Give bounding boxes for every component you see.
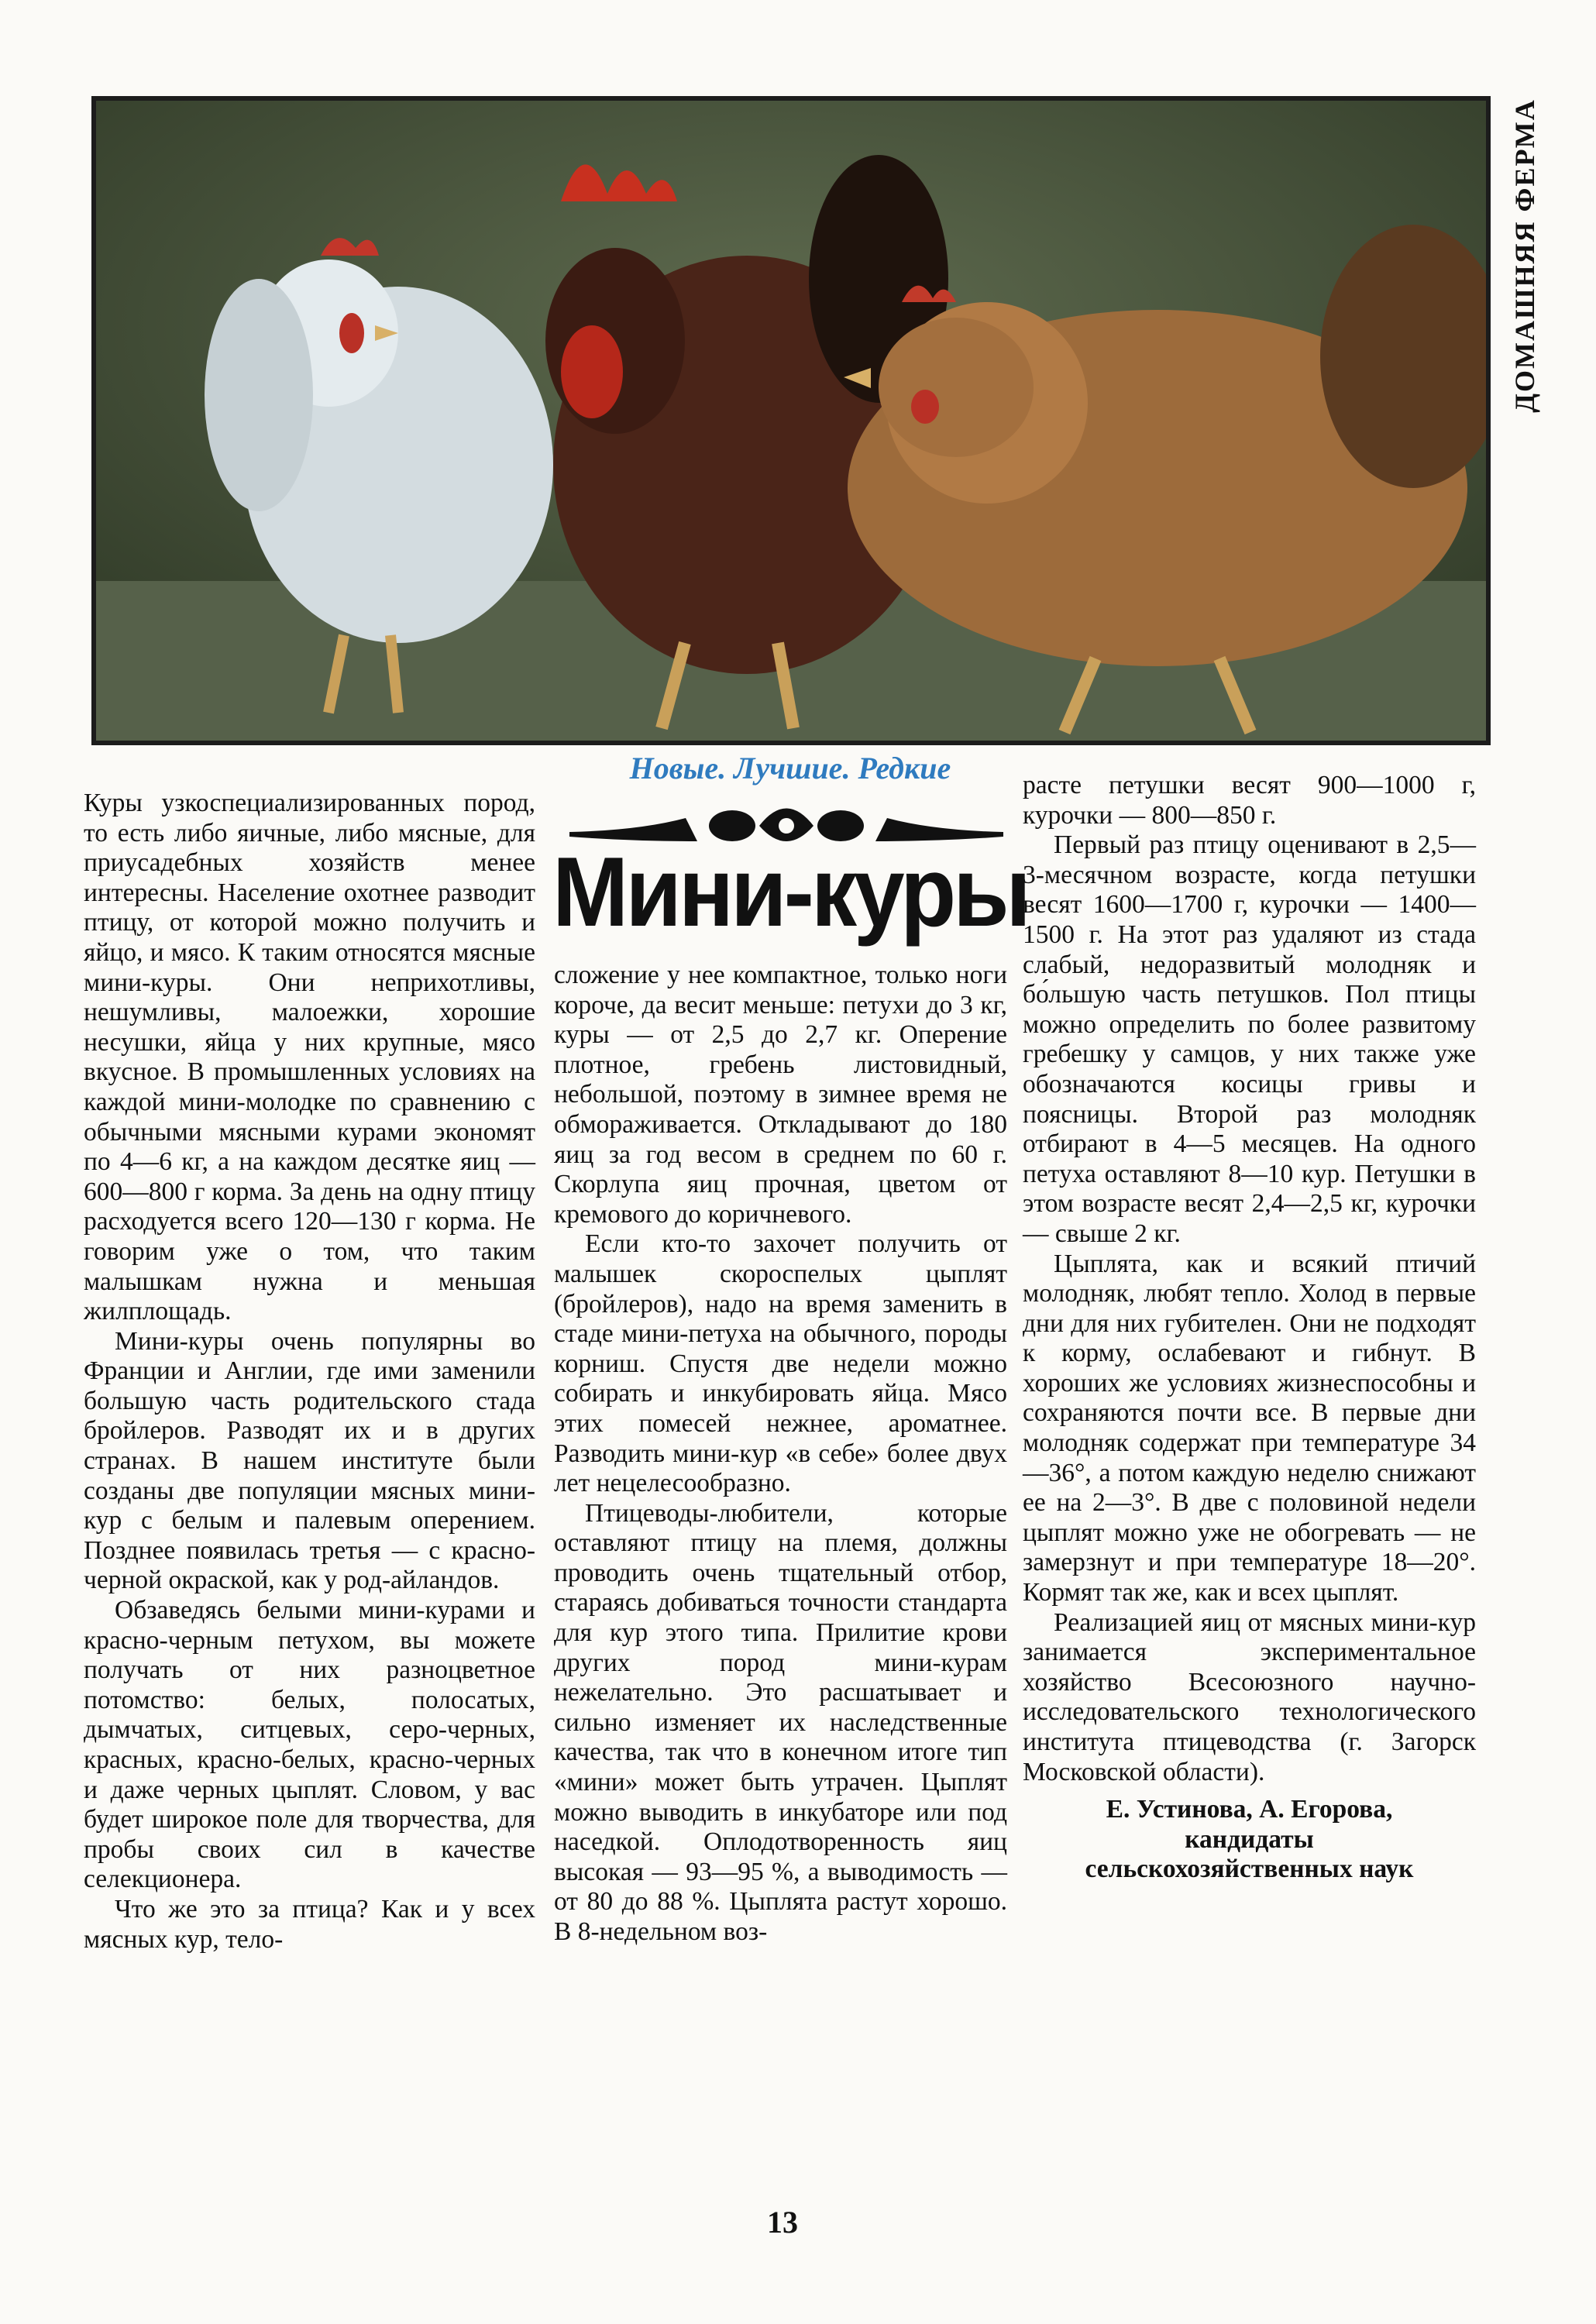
- paragraph: Цыплята, как и всякий птичий молодняк, любят тепло. Холод в первые дни для них губителен. Они не подходят к корму, ослабевают и гибнут. В хороших же условиях жизнеспособны и сохраняются почти все. В первые дни молодняк содержат при температуре 34—36°, а потом каждую неделю снижают ее на 2—3°. В две с половиной недели цыплят можно уже не обогревать — не замерзнут и при температуре 18—20°. Кормят так же, как и всех цыплят.: [1023, 1249, 1476, 1607]
- chickens-photo: [91, 96, 1491, 745]
- paragraph: Первый раз птицу оценивают в 2,5—3-месячном возрасте, когда петушки весят 1600—1700 г, курочки — 1400—1500 г. На этот раз удаляют из стада слабый, недоразвитый молодняк и бо́льшую часть петушков. Пол птицы можно определить по более развитому гребешку у самцов, у них также уже обозначаются косицы гривы и поясницы. Второй раз молодняк отбирают в 4—5 месяцев. На одного петуха оставляют 8—10 кур. Петушки в этом возрасте весят 2,4—2,5 кг, курочки — свыше 2 кг.: [1023, 830, 1476, 1248]
- article-column-1: [84, 789, 535, 1954]
- article-column-3: [1023, 771, 1476, 1885]
- paragraph: Если кто-то захочет получить от малышек скороспелых цыплят (бройлеров), надо на время заменить в стаде мини-петуха на обычного, породы корниш. Спустя две недели можно собирать и инкубировать яйца. Мясо этих помесей нежнее, ароматнее. Разводить мини-кур «в себе» более двух лет нецелесообразно.: [554, 1229, 1007, 1498]
- rubric: Новые. Лучшие. Редкие: [629, 751, 951, 786]
- page-number: 13: [767, 2205, 798, 2240]
- paragraph: расте петушки весят 900—1000 г, курочки — 800—850 г.: [1023, 771, 1476, 830]
- author-title-line-2: сельскохозяйственных наук: [1085, 1855, 1414, 1884]
- paragraph: Куры узкоспециализированных пород, то есть либо яичные, либо мясные, для приусадебных хозяйств менее интересны. Население охотнее разводит птицу, от которой можно получить и яйцо, и мясо. К таким относятся мясные мини-куры. Они неприхотливы, нешумливы, малоежки, хорошие несушки, яйца у них крупные, мясо вкусное. В промышленных условиях на каждой мини-молодке по сравнению с обычными мясными курами экономят по 4—6 кг, а на каждом десятке яиц — 600—800 г корма. За день на одну птицу расходуется всего 120—130 г корма. Не говорим уже о том, что таким малышкам нужна и меньшая жилплощадь.: [84, 789, 535, 1326]
- author-names: Е. Устинова, А. Егорова,: [1106, 1795, 1393, 1824]
- chickens-icon: [96, 101, 1486, 741]
- section-label: ДОМАШНЯЯ ФЕРМА: [1509, 98, 1540, 413]
- headline: Мини-куры: [552, 837, 1028, 948]
- paragraph: Реализацией яиц от мясных мини-кур занимается экспериментальное хозяйство Всесоюзного научно-исследовательского технологического института птицеводства (г. Загорск Московской области).: [1023, 1607, 1476, 1786]
- author-title-line-1: кандидаты: [1185, 1824, 1314, 1854]
- author-signature: [1023, 1795, 1476, 1885]
- paragraph: Обзаведясь белыми мини-курами и красно-черным петухом, вы можете получать от них разноцветное потомство: белых, полосатых, дымчатых, ситцевых, серо-черных, красных, красно-белых, красно-черных и даже черных цыплят. Словом, у вас будет широкое поле для творчества, для пробы своих сил в качестве селекционера.: [84, 1596, 535, 1894]
- paragraph: сложение у нее компактное, только ноги короче, да весит меньше: петухи до 3 кг, куры — от 2,5 до 2,7 кг. Оперение плотное, гребень листовидный, небольшой, поэтому в зимнее время не обмораживается. Откладывают до 180 яиц за год весом в среднем по 60 г. Скорлупа яиц прочная, цветом от кремового до коричневого.: [554, 961, 1007, 1229]
- paragraph: Что же это за птица? Как и у всех мясных кур, тело-: [84, 1894, 535, 1954]
- paragraph: Птицеводы-любители, которые оставляют птицу на племя, должны проводить очень тщательный отбор, стараясь добиваться точности стандарта для кур этого типа. Прилитие крови других пород мини-курам нежелательно. Это расшатывает и сильно изменяет их наследственные качества, так что в конечном итоге тип «мини» может быть утрачен. Цыплят можно выводить в инкубаторе или под наседкой. Оплодотворенность яиц высокая — 93—95 %, а выводимость — от 80 до 88 %. Цыплята растут хорошо. В 8-недельном воз-: [554, 1498, 1007, 1946]
- paragraph: Мини-куры очень популярны во Франции и Англии, где ими заменили большую часть родительского стада бройлеров. Разводят их и в других странах. В нашем институте были созданы две популяции мясных мини-кур с белым и палевым оперением. Позднее появилась третья — с красно-черной окраской, как у род-айландов.: [84, 1326, 535, 1595]
- article-column-2: [554, 961, 1007, 1948]
